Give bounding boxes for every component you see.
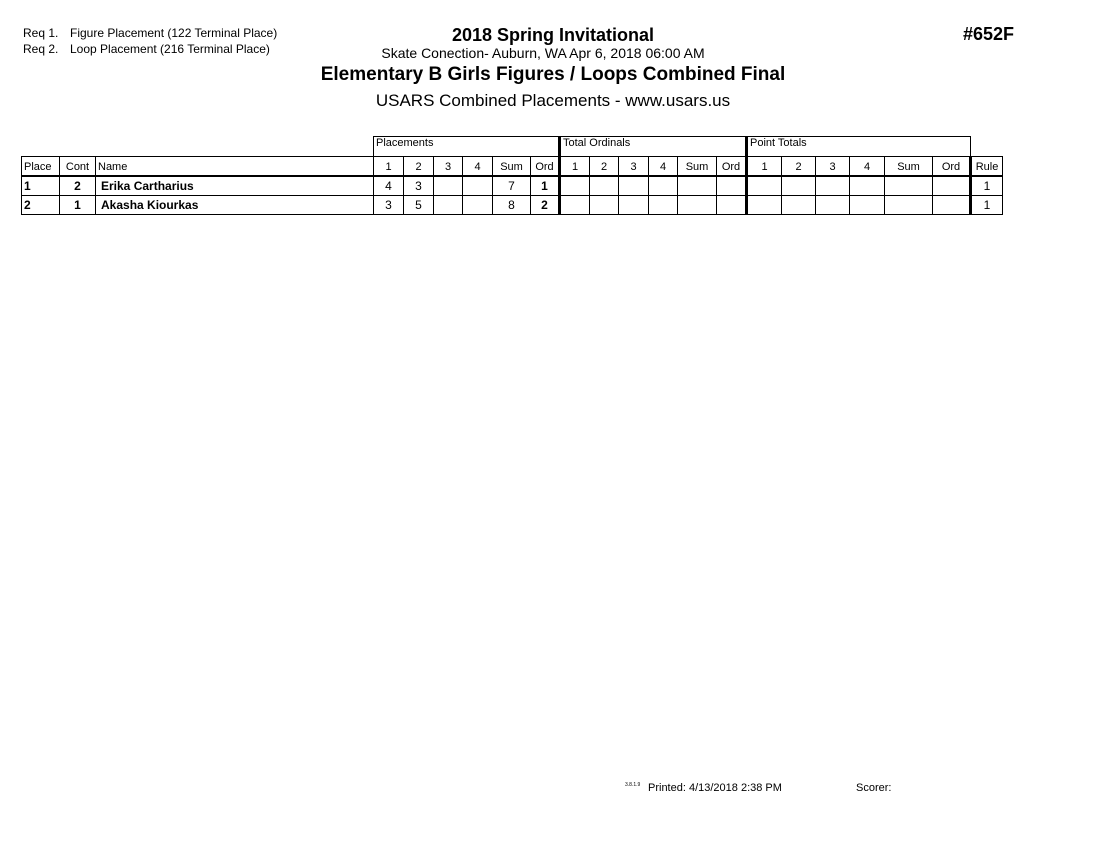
rule-cell: 1: [971, 196, 1003, 215]
table-row: [22, 196, 1003, 215]
name-cell: Akasha Kiourkas: [96, 196, 374, 215]
place-cell: 2: [22, 196, 60, 215]
requirement-2-text: Loop Placement (216 Terminal Place): [70, 42, 270, 56]
venue-date: Skate Conection- Auburn, WA Apr 6, 2018 06:00 AM: [381, 45, 705, 61]
placement-ord-cell: 2: [531, 196, 560, 215]
group-header-row: [22, 137, 1003, 157]
competition-title: 2018 Spring Invitational: [451, 25, 655, 45]
group-point-totals: Point Totals: [747, 137, 971, 157]
col-place: Place: [22, 157, 60, 177]
column-header-row: [22, 157, 1003, 177]
cont-cell: 2: [60, 176, 96, 196]
col-points-2: 2: [782, 157, 816, 177]
placement-4-cell: [463, 196, 493, 215]
col-ordinal-ord: Ord: [717, 157, 747, 177]
version-label: 3.8.1.9: [625, 782, 641, 788]
col-placement-4: 4: [463, 157, 493, 177]
col-points-1: 1: [747, 157, 782, 177]
col-placement-1: 1: [374, 157, 404, 177]
col-points-sum: Sum: [885, 157, 933, 177]
name-cell: Erika Cartharius: [96, 176, 374, 196]
requirement-1-label: Req 1.: [23, 26, 59, 40]
col-placement-2: 2: [404, 157, 434, 177]
placement-3-cell: [434, 176, 463, 196]
col-rule: Rule: [971, 157, 1003, 177]
col-ordinal-sum: Sum: [678, 157, 717, 177]
placement-2-cell: 3: [404, 176, 434, 196]
placement-sum-cell: 7: [493, 176, 531, 196]
col-cont: Cont: [60, 157, 96, 177]
col-points-ord: Ord: [933, 157, 971, 177]
requirement-1: [23, 25, 277, 41]
group-placements: Placements: [374, 137, 560, 157]
placement-1-cell: 3: [374, 196, 404, 215]
col-placement-3: 3: [434, 157, 463, 177]
col-points-4: 4: [850, 157, 885, 177]
col-ordinal-4: 4: [649, 157, 678, 177]
col-ordinal-1: 1: [560, 157, 590, 177]
table-row: [22, 176, 1003, 196]
col-points-3: 3: [816, 157, 850, 177]
event-number: #652F: [963, 24, 1015, 44]
col-ordinal-2: 2: [590, 157, 619, 177]
placement-4-cell: [463, 176, 493, 196]
group-total-ordinals: Total Ordinals: [560, 137, 747, 157]
cont-cell: 1: [60, 196, 96, 215]
placement-sum-cell: 8: [493, 196, 531, 215]
placement-1-cell: 4: [374, 176, 404, 196]
scorer-label: Scorer:: [856, 782, 892, 794]
placements-subtitle: USARS Combined Placements - www.usars.us: [375, 91, 731, 110]
place-cell: 1: [22, 176, 60, 196]
col-placement-sum: Sum: [493, 157, 531, 177]
event-title: Elementary B Girls Figures / Loops Combined Final: [320, 64, 786, 85]
rule-cell: 1: [971, 176, 1003, 196]
requirement-1-text: Figure Placement (122 Terminal Place): [70, 26, 278, 40]
results-table: [21, 136, 1003, 215]
col-ordinal-3: 3: [619, 157, 649, 177]
placement-ord-cell: 1: [531, 176, 560, 196]
col-placement-ord: Ord: [531, 157, 560, 177]
requirement-2: [23, 41, 270, 57]
placement-2-cell: 5: [404, 196, 434, 215]
col-name: Name: [96, 157, 374, 177]
printed-timestamp: Printed: 4/13/2018 2:38 PM: [648, 782, 782, 794]
requirement-2-label: Req 2.: [23, 42, 59, 56]
placement-3-cell: [434, 196, 463, 215]
